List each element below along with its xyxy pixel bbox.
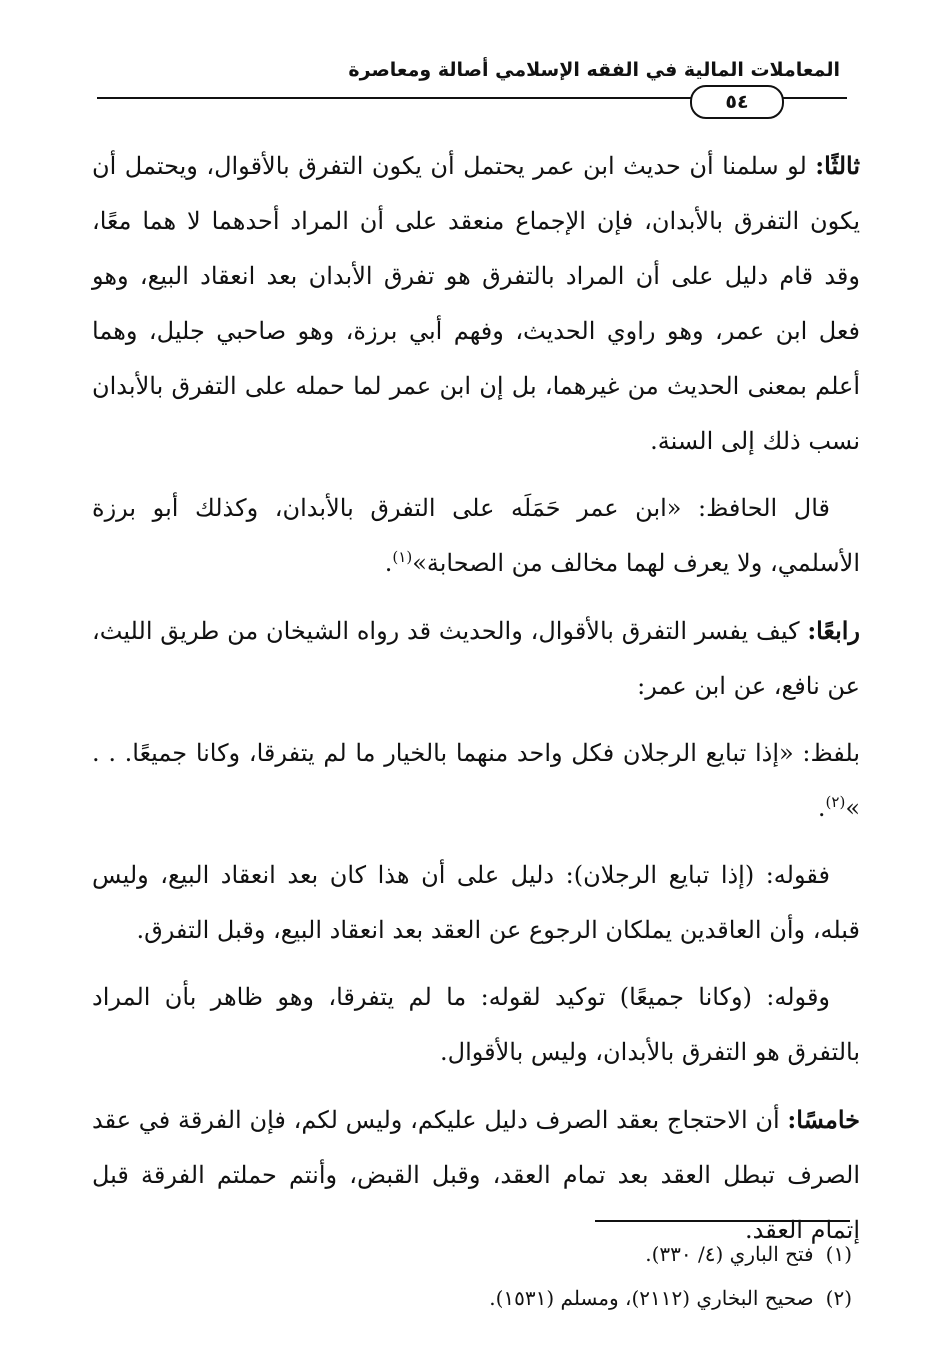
footnote-rule [595,1220,850,1222]
paragraph-text: كيف يفسر التفرق بالأقوال، والحديث قد رواه الشيخان من طريق الليث، عن نافع، عن ابن عمر: [92,617,860,700]
paragraph-lead: خامسًا: [787,1105,860,1134]
footnotes [92,1232,852,1320]
paragraph-lead: رابعًا: [807,616,860,645]
paragraph-third-point [92,138,860,469]
footnote-item [92,1276,852,1320]
paragraph-tail: . [817,794,826,822]
footnote-ref: (٢) [825,793,846,811]
footnote-number: (١) [825,1242,852,1266]
footnote-ref: (١) [392,548,413,566]
paragraph-text: لو سلمنا أن حديث ابن عمر يحتمل أن يكون التفرق بالأقوال، ويحتمل أن يكون التفرق بالأبدان، فإن الإجماع منعقد على أن المراد أحدهما لا هما معًا، وقد قام دليل على أن المراد بالتفرق هو تفرق الأبدان بعد انعقاد البيع، وهو فعل ابن عمر، وهو راوي الحديث، وفهم أبي برزة، وهو صاحبي جليل، وهما أعلم بمعنى الحديث من غيرهما، بل إن ابن عمر لما حمله على التفرق بالأبدان نسب ذلك إلى السنة. [92,152,860,455]
footnote-text: فتح الباري (٤/ ٣٣٠). [645,1242,814,1266]
footnote-item [92,1232,852,1276]
footnote-text: صحيح البخاري (٢١١٢)، ومسلم (١٥٣١). [489,1286,814,1310]
paragraph-text: قال الحافظ: «ابن عمر حَمَلَه على التفرق بالأبدان، وكذلك أبو برزة الأسلمي، ولا يعرف لهما مخالف من الصحابة» [92,494,860,577]
page-number: ٥٤ [690,85,784,119]
paragraph-fourth-point [92,603,860,714]
paragraph-text: فقوله: (إذا تبايع الرجلان): دليل على أن هذا كان بعد انعقاد البيع، وليس قبله، وأن العاقدين يملكان الرجوع عن العقد بعد انعقاد البيع، وقبل التفرق. [92,861,860,944]
running-header-title: المعاملات المالية في الفقه الإسلامي أصالة ومعاصرة [348,59,840,81]
paragraph-hafiz-quote [92,481,860,591]
paragraph-text: بلفظ: «إذا تبايع الرجلان فكل واحد منهما بالخيار ما لم يتفرقا، وكانا جميعًا. . . » [92,739,860,822]
paragraph-text: وقوله: (وكانا جميعًا) توكيد لقوله: ما لم يتفرقا، وهو ظاهر بأن المراد بالتفرق هو التفرق بالأبدان، وليس بالأقوال. [92,983,860,1066]
paragraph-first-phrase [92,848,860,958]
footnote-number: (٢) [825,1286,852,1310]
paragraph-tail: . [384,549,393,577]
body-text [92,138,860,1270]
paragraph-lead: ثالثًا: [815,151,860,180]
paragraph-text: أن الاحتجاج بعقد الصرف دليل عليكم، وليس لكم، فإن الفرقة في عقد الصرف تبطل العقد بعد تمام العقد، وقبل القبض، وأنتم حملتم الفرقة قبل إتمام العقد. [92,1106,860,1244]
paragraph-second-phrase [92,970,860,1080]
paragraph-hadith-wording [92,726,860,836]
